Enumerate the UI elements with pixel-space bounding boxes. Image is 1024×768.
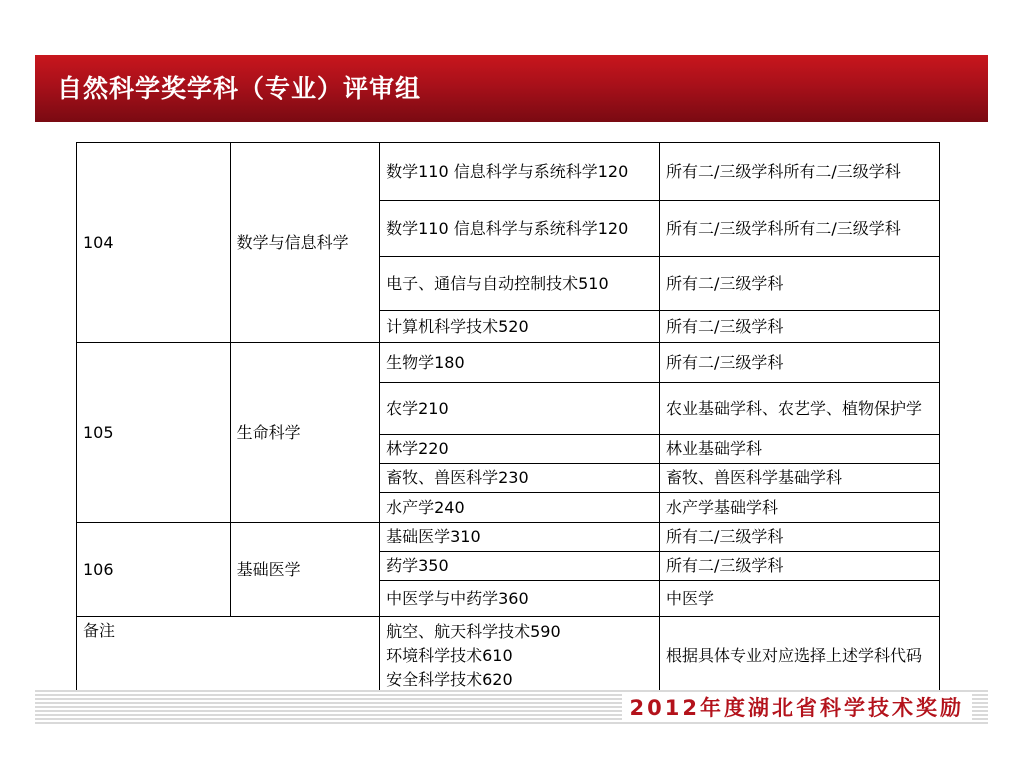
remark-discipline: 安全科学技术620 [386, 669, 513, 689]
scope-cell: 所有二/三级学科 [660, 257, 940, 311]
discipline-cell: 基础医学310 [380, 523, 660, 552]
group-code: 106 [77, 523, 231, 617]
title-banner [35, 55, 988, 122]
discipline-cell: 林学220 [380, 435, 660, 464]
scope-cell: 农业基础学科、农艺学、植物保护学 [660, 383, 940, 435]
discipline-cell: 水产学240 [380, 493, 660, 523]
table-row [77, 617, 940, 695]
discipline-cell: 中医学与中药学360 [380, 581, 660, 617]
discipline-cell: 生物学180 [380, 343, 660, 383]
table-row [77, 343, 940, 383]
scope-cell: 畜牧、兽医科学基础学科 [660, 464, 940, 493]
discipline-cell: 电子、通信与自动控制技术510 [380, 257, 660, 311]
discipline-cell: 农学210 [380, 383, 660, 435]
group-code: 104 [77, 143, 231, 343]
scope-cell: 所有二/三级学科所有二/三级学科 [660, 143, 940, 201]
review-group-table [76, 142, 940, 695]
scope-cell: 中医学 [660, 581, 940, 617]
scope-cell: 所有二/三级学科 [660, 523, 940, 552]
remark-disciplines [380, 617, 660, 695]
scope-cell: 所有二/三级学科 [660, 343, 940, 383]
scope-cell: 所有二/三级学科 [660, 552, 940, 581]
scope-cell: 所有二/三级学科所有二/三级学科 [660, 201, 940, 257]
footer-caption: 2012年度湖北省科学技术奖励 [622, 692, 972, 722]
table-row [77, 523, 940, 552]
group-name: 生命科学 [230, 343, 379, 523]
discipline-cell: 畜牧、兽医科学230 [380, 464, 660, 493]
discipline-cell: 数学110 信息科学与系统科学120 [380, 201, 660, 257]
group-name: 基础医学 [230, 523, 379, 617]
discipline-cell: 药学350 [380, 552, 660, 581]
group-code: 105 [77, 343, 231, 523]
discipline-cell: 计算机科学技术520 [380, 311, 660, 343]
table-row [77, 143, 940, 201]
remark-scope: 根据具体专业对应选择上述学科代码 [660, 617, 940, 695]
remark-discipline: 环境科学技术610 [386, 645, 513, 665]
remark-discipline: 航空、航天科学技术590 [386, 621, 561, 641]
scope-cell: 林业基础学科 [660, 435, 940, 464]
remark-label: 备注 [77, 617, 380, 695]
discipline-cell: 数学110 信息科学与系统科学120 [380, 143, 660, 201]
scope-cell: 所有二/三级学科 [660, 311, 940, 343]
scope-cell: 水产学基础学科 [660, 493, 940, 523]
page-title: 自然科学奖学科（专业）评审组 [57, 74, 422, 103]
group-name: 数学与信息科学 [230, 143, 379, 343]
